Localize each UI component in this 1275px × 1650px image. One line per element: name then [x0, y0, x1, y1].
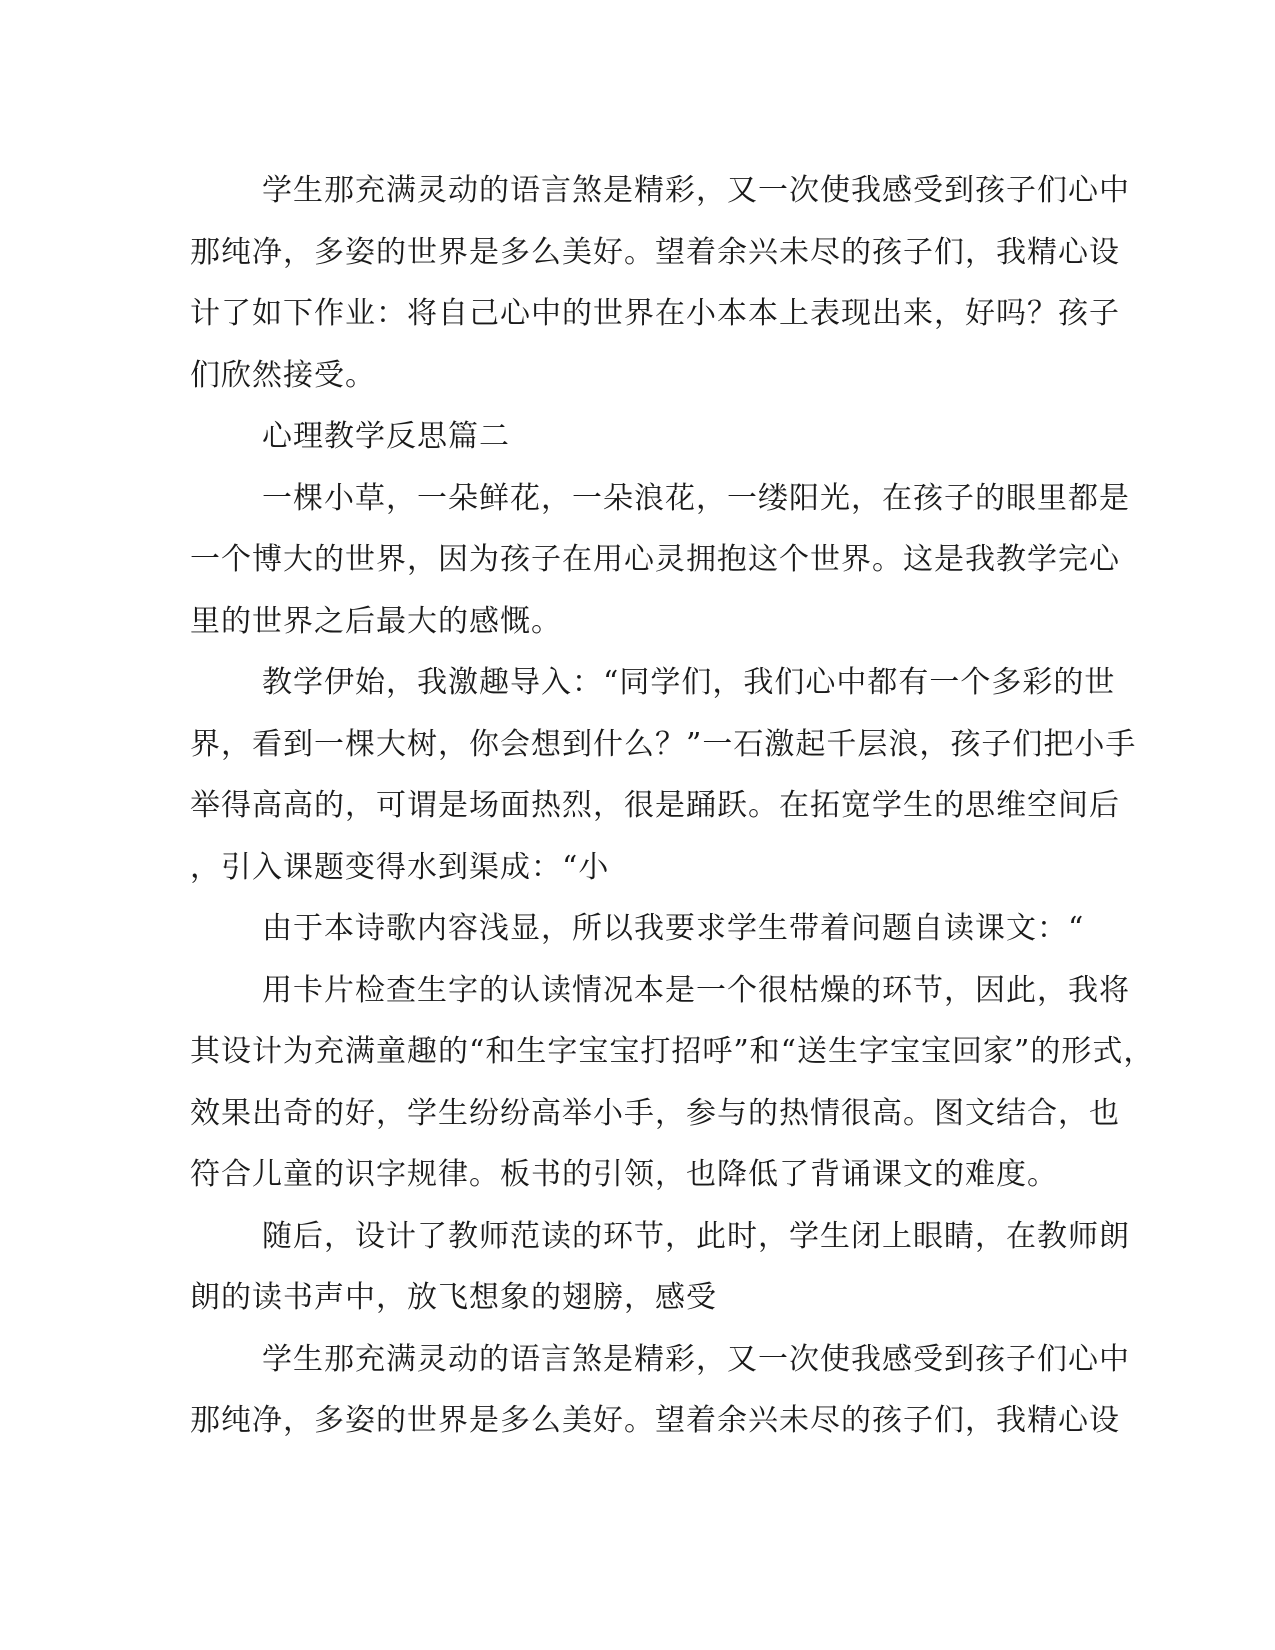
paragraph-line: 其设计为充满童趣的“和生字宝宝打招呼”和“送生字宝宝回家”的形式， [190, 1034, 1155, 1069]
paragraph-line: 那纯净，多姿的世界是多么美好。望着余兴未尽的孩子们，我精心设 [190, 1403, 1120, 1438]
paragraph-line: 符合儿童的识字规律。板书的引领，也降低了背诵课文的难度。 [190, 1157, 1058, 1192]
document-body [190, 160, 1155, 1452]
paragraph-line: 效果出奇的好，学生纷纷高举小手，参与的热情很高。图文结合，也 [190, 1095, 1120, 1131]
section-heading: 心理教学反思篇二 [262, 419, 510, 454]
paragraph-line: 教学伊始，我激趣导入：“同学们，我们心中都有一个多彩的世 [262, 665, 1116, 700]
paragraph-line: 学生那充满灵动的语言煞是精彩，又一次使我感受到孩子们心中 [262, 1341, 1130, 1377]
paragraph-line: 举得高高的，可谓是场面热烈，很是踊跃。在拓宽学生的思维空间后 [190, 788, 1120, 823]
paragraph-line: 们欣然接受。 [190, 357, 376, 393]
paragraph-line: 由于本诗歌内容浅显，所以我要求学生带着问题自读课文：“ [262, 911, 1085, 946]
paragraph-line: 那纯净，多姿的世界是多么美好。望着余兴未尽的孩子们，我精心设 [190, 234, 1120, 270]
paragraph-line: 随后，设计了教师范读的环节，此时，学生闭上眼睛，在教师朗 [262, 1218, 1130, 1254]
paragraph-line: 一棵小草，一朵鲜花，一朵浪花，一缕阳光，在孩子的眼里都是 [262, 480, 1130, 516]
paragraph-line: ，引入课题变得水到渠成：“小 [190, 849, 610, 885]
paragraph-line: 朗的读书声中，放飞想象的翅膀，感受 [190, 1280, 717, 1315]
paragraph-line: 里的世界之后最大的感慨。 [190, 603, 562, 639]
paragraph-line: 计了如下作业：将自己心中的世界在小本本上表现出来，好吗？孩子 [190, 296, 1120, 331]
paragraph-line: 用卡片检查生字的认读情况本是一个很枯燥的环节，因此，我将 [262, 972, 1130, 1008]
paragraph-line: 界，看到一棵大树，你会想到什么？”一石激起千层浪，孩子们把小手 [190, 726, 1137, 762]
paragraph-line: 学生那充满灵动的语言煞是精彩，又一次使我感受到孩子们心中 [262, 173, 1130, 208]
paragraph-line: 一个博大的世界，因为孩子在用心灵拥抱这个世界。这是我教学完心 [190, 542, 1120, 577]
